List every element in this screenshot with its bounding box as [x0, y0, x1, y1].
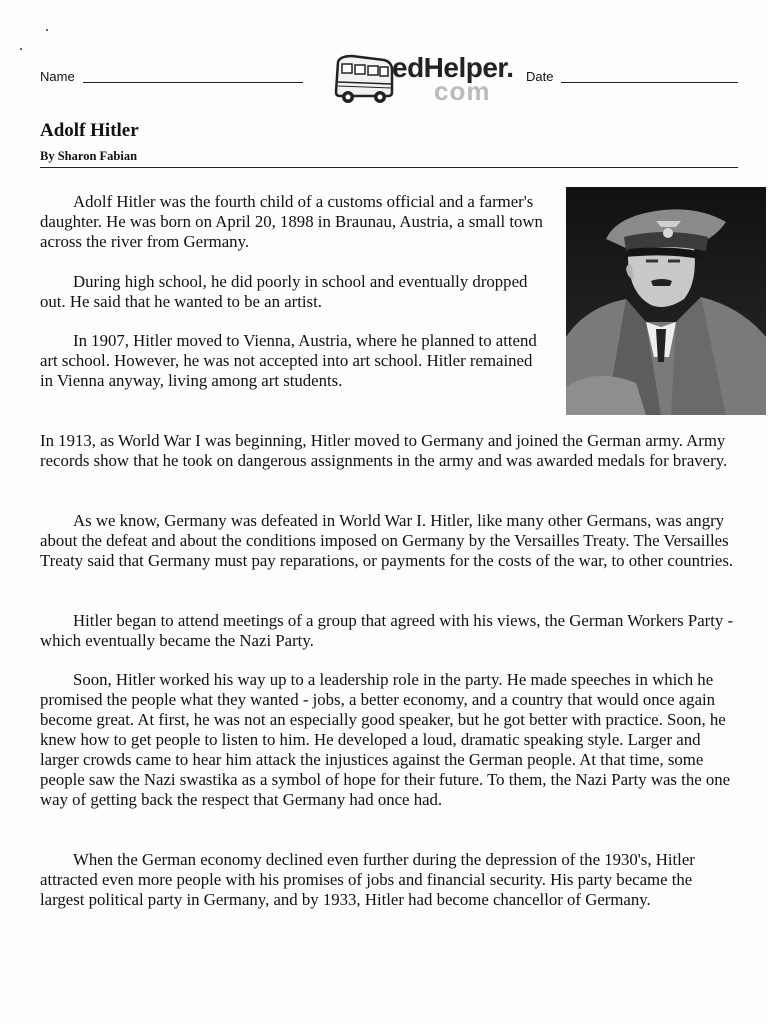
title-divider [40, 167, 738, 168]
date-label: Date [526, 69, 554, 84]
worksheet-header [0, 0, 768, 115]
date-field[interactable] [561, 82, 738, 83]
paragraph: In 1913, as World War I was beginning, Hitler moved to Germany and joined the German army. Army records show that he took on dangerous assignments in the army and was awarded medals for bravery. [40, 431, 728, 470]
paragraph: Adolf Hitler was the fourth child of a customs official and a farmer's daughter. He was born on April 20, 1898 in Braunau, Austria, a small town across the river from Germany. [40, 192, 543, 251]
name-label: Name [40, 69, 75, 84]
article-byline: By Sharon Fabian [40, 149, 138, 163]
portrait-photo [566, 187, 766, 415]
logo-wordmark: edHelper. [392, 52, 514, 83]
paragraph: Soon, Hitler worked his way up to a leadership role in the party. He made speeches in which he promised the people what they wanted - jobs, a better economy, and a country that would once again become great. At first, he was not an especially good speaker, but he got better with practice. Soon, he knew how to get people to listen to him. He developed a loud, dramatic speaking style. Larger and larger crowds came to hear him attack the injustices against the German people. At that time, some people saw the Nazi swastika as a symbol of hope for their future. To them, the Nazi Party was the one way of getting back the respect that Germany had once had. [40, 670, 731, 809]
edhelper-logo [332, 50, 522, 108]
article-title: Adolf Hitler [40, 120, 139, 141]
name-field[interactable] [83, 82, 303, 83]
logo-domain: com [434, 76, 491, 106]
paragraph: When the German economy declined even further during the depression of the 1930's, Hitler attracted even more people with his promises of jobs and financial security. His party became the largest political party in Germany, and by 1933, Hitler had become chancellor of Germany. [40, 850, 695, 909]
paragraph: In 1907, Hitler moved to Vienna, Austria, where he planned to attend art school. However, he was not accepted into art school. Hitler remained in Vienna anyway, living among art students. [40, 331, 537, 390]
paragraph: Hitler began to attend meetings of a group that agreed with his views, the German Workers Party - which eventually became the Nazi Party. [40, 611, 734, 650]
paragraph: During high school, he did poorly in school and eventually dropped out. He said that he wanted to be an artist. [40, 272, 528, 311]
paragraph: As we know, Germany was defeated in World War I. Hitler, like many other Germans, was angry about the defeat and about the conditions imposed on Germany by the Versailles Treaty. The Versailles Treaty said that Germany must pay reparations, or payments for the costs of the war, to other countries. [40, 511, 734, 570]
school-bus-icon [332, 52, 398, 108]
